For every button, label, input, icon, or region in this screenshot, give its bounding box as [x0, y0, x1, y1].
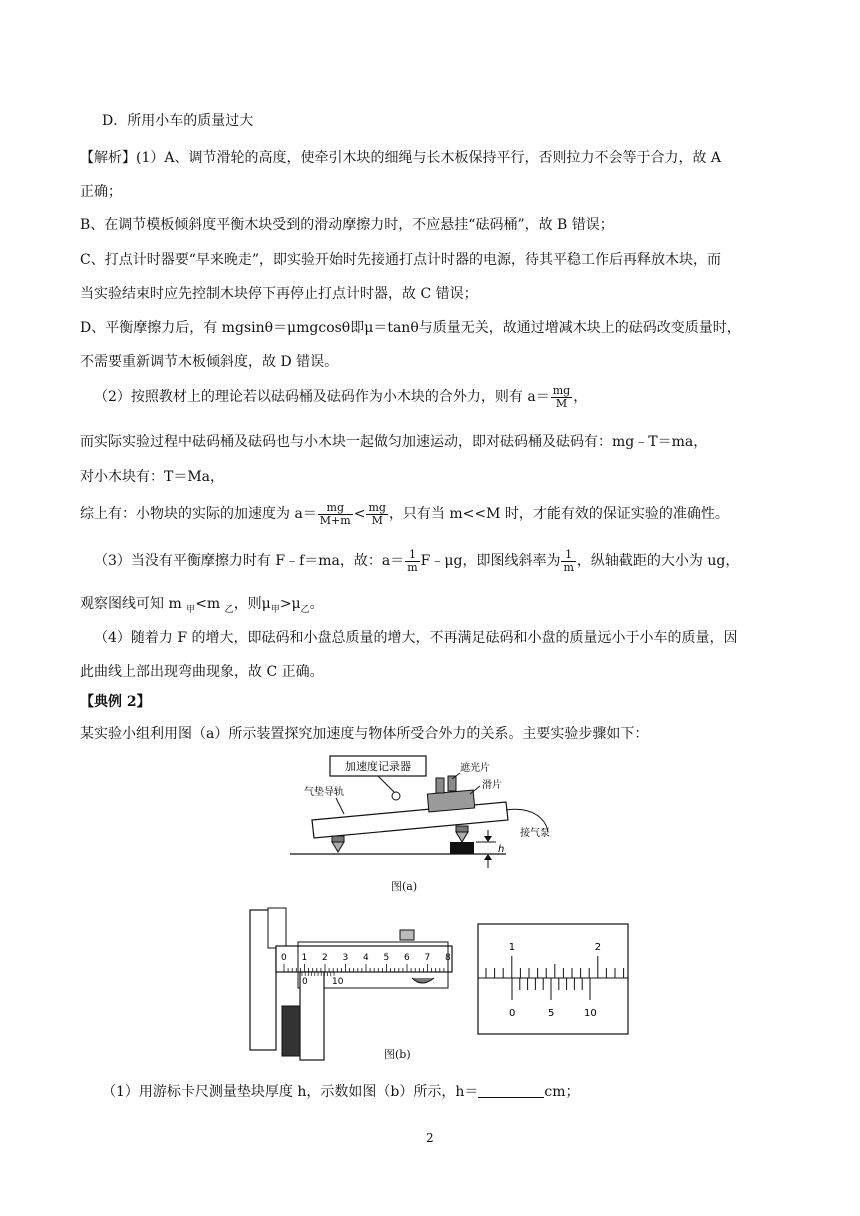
- shade-label: 遮光片: [460, 763, 490, 774]
- main-scale-label: 6: [404, 953, 410, 963]
- analysis-3a-mid: F﹣μg，即图线斜率为: [420, 553, 561, 569]
- fraction-denominator: M: [555, 396, 568, 410]
- analysis-1d: D、平衡摩擦力后，有 mgsinθ＝μmgcosθ即μ＝tanθ与质量无关，故通过增减木块上的砝码改变质量时，: [80, 320, 741, 336]
- subscript-yi-mu: 乙: [300, 604, 310, 615]
- shade-tab-2: [448, 776, 456, 791]
- caliper-lock-screw: [400, 930, 414, 940]
- main-scale-label: 0: [281, 953, 287, 963]
- analysis-2b: 而实际实验过程中砝码桶及砝码也与小木块一起做匀加速运动，即对砝码桶及砝码有：mg﹣T＝ma，: [80, 434, 708, 450]
- option-d: D．所用小车的质量过大: [102, 113, 254, 129]
- analysis-1a-cont: 正确；: [80, 184, 122, 200]
- fraction-mg-over-M: [366, 502, 387, 527]
- fraction-numerator: 1: [561, 549, 575, 562]
- zoom-main-label: 1: [508, 942, 516, 953]
- right-foot-screw: [456, 826, 468, 832]
- analysis-1c-cont: 当实验结束时应先控制木块停下再停止打点计时器，故 C 错误；: [80, 286, 478, 302]
- analysis-3b-then: ，则μ: [233, 596, 271, 612]
- fraction-mg-over-M: [551, 385, 572, 410]
- analysis-2d-text: 综上有：小物块的实际的加速度为 a＝: [80, 506, 317, 522]
- zoom-vernier-label: 0: [509, 1008, 516, 1019]
- main-scale-label: 5: [383, 953, 390, 963]
- zoom-vernier-label: 5: [548, 1008, 555, 1019]
- shade-tab-1: [436, 778, 444, 793]
- left-foot-screw: [332, 836, 344, 842]
- main-scale-label: 4: [363, 953, 369, 963]
- analysis-2a-comma: ，: [573, 389, 588, 405]
- figure-b-caption: 图(b): [384, 1048, 411, 1061]
- main-scale-label: 1: [301, 953, 308, 963]
- fraction-numerator: mg: [318, 502, 353, 515]
- example-heading: 【典例 2】: [80, 694, 151, 710]
- h-arrowhead-top: [484, 836, 492, 842]
- h-label: h: [498, 844, 505, 855]
- analysis-3a: [94, 547, 739, 575]
- question-1-unit: cm；: [544, 1084, 580, 1100]
- fraction-denominator: m: [407, 560, 418, 574]
- page-number: 2: [426, 1131, 434, 1145]
- answer-blank[interactable]: [478, 1083, 544, 1098]
- analysis-3b-gt: >μ: [279, 596, 301, 612]
- example-intro: 某实验小组利用图（a）所示装置探究加速度与物体所受合外力的关系。主要实验步骤如下：: [80, 726, 649, 742]
- fraction-1-over-m-slope: [561, 549, 575, 574]
- h-arrowhead-bottom: [484, 854, 492, 860]
- recorder-wire: [378, 776, 396, 794]
- pump-label: 接气泵: [520, 828, 550, 839]
- analysis-3b-text: 观察图线可知 m: [80, 596, 187, 612]
- analysis-2d-tail: ，只有当 m<<M 时，才能有效的保证实验的准确性。: [388, 506, 729, 522]
- subscript-jia: 甲: [186, 604, 196, 615]
- analysis-2d: [80, 500, 729, 528]
- fraction-denominator: m: [563, 560, 574, 574]
- analysis-1b: B、在调节模板倾斜度平衡木块受到的滑动摩擦力时，不应悬挂“砝码桶”，故 B 错误；: [80, 217, 614, 233]
- spacer-block: [450, 842, 474, 854]
- analysis-4: （4）随着力 F 的增大，即砝码和小盘总质量的增大，不再满足砝码和小盘的质量远小于小车的质量，因: [94, 630, 738, 646]
- track-label: 气垫导轨: [304, 787, 344, 798]
- air-track: [312, 802, 508, 838]
- main-scale-label: 7: [424, 953, 431, 963]
- subscript-jia-mu: 甲: [270, 604, 280, 615]
- fraction-1-over-m: [405, 549, 419, 574]
- fraction-numerator: mg: [368, 500, 386, 514]
- fraction-numerator: 1: [405, 549, 419, 562]
- photogate: [392, 792, 400, 800]
- analysis-2a-text: （2）按照教材上的理论若以砝码桶及砝码作为小木块的合外力，则有 a＝: [94, 389, 550, 405]
- measured-block: [282, 1006, 300, 1056]
- main-scale-label: 2: [322, 953, 328, 963]
- less-than-sign: <: [353, 506, 366, 522]
- analysis-1d-cont: 不需要重新调节木板倾斜度，故 D 错误。: [80, 354, 339, 370]
- question-1: [102, 1082, 579, 1102]
- main-scale-label: 8: [445, 953, 451, 963]
- small-vernier-label-10: 10: [332, 977, 344, 987]
- analysis-3a-tail: ，纵轴截距的大小为 ug，: [576, 553, 740, 569]
- analysis-1a: 【解析】(1）A、调节滑轮的高度，使牵引木块的细绳与长木板保持平行，否则拉力不会等于合力，故 A: [80, 150, 722, 166]
- caliper-upper-jaw: [268, 908, 286, 948]
- small-vernier-label-0: 0: [302, 977, 308, 987]
- fraction-denominator: M+m: [319, 513, 351, 527]
- analysis-4-cont: 此曲线上部出现弯曲现象，故 C 正确。: [80, 664, 324, 680]
- analysis-3a-text: （3）当没有平衡摩擦力时有 F﹣f＝ma，故：a＝: [94, 553, 405, 569]
- question-1-text: （1）用游标卡尺测量垫块厚度 h，示数如图（b）所示，h＝: [102, 1084, 479, 1100]
- slider-label: 滑片: [482, 780, 502, 791]
- zoom-main-label: 2: [594, 942, 602, 953]
- figure-b-vernier-caliper: [240, 902, 640, 1070]
- figure-a-apparatus: [284, 750, 554, 880]
- fraction-numerator: mg: [552, 383, 571, 397]
- track-leader: [336, 798, 344, 814]
- main-scale-label: 3: [342, 953, 349, 963]
- subscript-yi: 乙: [224, 604, 234, 615]
- analysis-2c: 对小木块有：T＝Ma，: [80, 469, 225, 485]
- analysis-3b-lt: <m: [195, 596, 225, 612]
- fraction-mg-over-M-plus-m: [318, 502, 353, 527]
- analysis-1c: C、打点计时器要“早来晚走”，即实验开始时先接通打点计时器的电源，待其平稳工作后再释放木块，而: [80, 252, 722, 268]
- left-foot: [332, 842, 344, 852]
- zoom-vernier-label: 10: [584, 1008, 597, 1019]
- figure-a-caption: 图(a): [391, 880, 418, 893]
- analysis-3b: [80, 594, 324, 620]
- slider-block: [427, 790, 474, 812]
- fraction-denominator: M: [371, 513, 383, 527]
- thumb-wheel: [412, 978, 434, 983]
- recorder-label: 加速度记录器: [345, 760, 411, 773]
- analysis-2a: [94, 383, 587, 411]
- right-foot: [456, 832, 468, 842]
- analysis-3b-end: 。: [309, 596, 324, 612]
